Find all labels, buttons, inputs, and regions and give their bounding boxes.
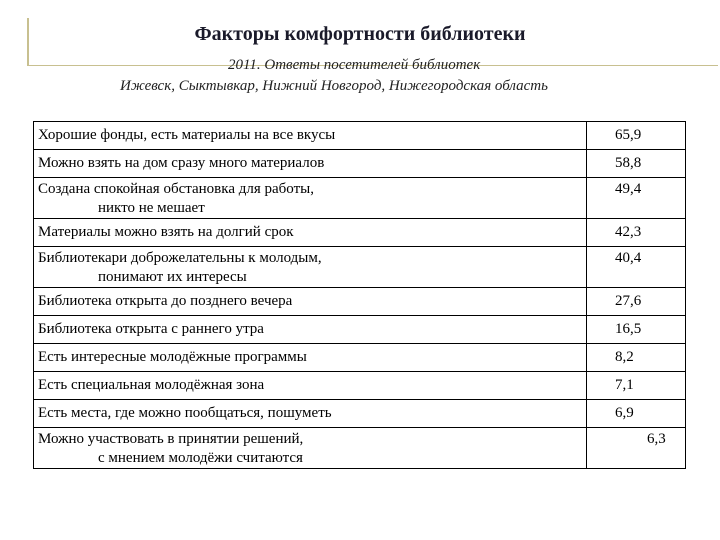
value-cell: 40,4 [587, 247, 686, 288]
factor-cell [34, 428, 587, 469]
table-row [34, 372, 686, 400]
subtitle-cities: Ижевск, Сыктывкар, Нижний Новгород, Нижегородская область [120, 78, 548, 94]
factor-text-line2: с мнением молодёжи считаются [98, 450, 303, 466]
factor-text-line2: никто не мешает [98, 200, 205, 216]
value-cell: 8,2 [587, 344, 686, 372]
value-cell: 65,9 [587, 122, 686, 150]
table-row [34, 316, 686, 344]
value-cell: 27,6 [587, 288, 686, 316]
factor-cell [34, 150, 587, 178]
factor-cell [34, 122, 587, 150]
factor-cell [34, 344, 587, 372]
value-cell: 7,1 [587, 372, 686, 400]
factor-text: Хорошие фонды, есть материалы на все вкусы [38, 127, 336, 143]
factor-cell [34, 219, 587, 247]
page-title: Факторы комфортности библиотеки [194, 23, 526, 45]
factor-text: Библиотека открыта с раннего утра [38, 321, 264, 337]
table-row [34, 150, 686, 178]
table-row [34, 428, 686, 469]
value-cell: 6,3 [587, 428, 686, 469]
value-cell: 6,9 [587, 400, 686, 428]
table-row [34, 247, 686, 288]
value-cell: 16,5 [587, 316, 686, 344]
factor-text: Есть интересные молодёжные программы [38, 349, 307, 365]
comfort-factors-table [33, 121, 686, 469]
factor-cell [34, 400, 587, 428]
factor-cell [34, 288, 587, 316]
factor-text: Материалы можно взять на долгий срок [38, 224, 294, 240]
factor-text: Можно участвовать в принятии решений, [38, 431, 304, 447]
factor-text: Библиотека открыта до позднего вечера [38, 293, 293, 309]
value-cell: 42,3 [587, 219, 686, 247]
factor-text: Можно взять на дом сразу много материалов [38, 155, 325, 171]
value-cell: 58,8 [587, 150, 686, 178]
table-row [34, 344, 686, 372]
factor-text: Библиотекари доброжелательны к молодым, [38, 250, 322, 266]
factor-cell [34, 247, 587, 288]
factor-text: Есть специальная молодёжная зона [38, 377, 265, 393]
table-row [34, 219, 686, 247]
factor-cell [34, 372, 587, 400]
factor-cell [34, 316, 587, 344]
table-row [34, 400, 686, 428]
factor-cell [34, 178, 587, 219]
table-row [34, 178, 686, 219]
table-row [34, 122, 686, 150]
value-cell: 49,4 [587, 178, 686, 219]
subtitle-year-source: 2011. Ответы посетителей библиотек [228, 57, 481, 73]
factor-text-line2: понимают их интересы [98, 269, 247, 285]
factor-text: Есть места, где можно пообщаться, пошуметь [38, 405, 332, 421]
table-row [34, 288, 686, 316]
factor-text: Создана спокойная обстановка для работы, [38, 181, 314, 197]
